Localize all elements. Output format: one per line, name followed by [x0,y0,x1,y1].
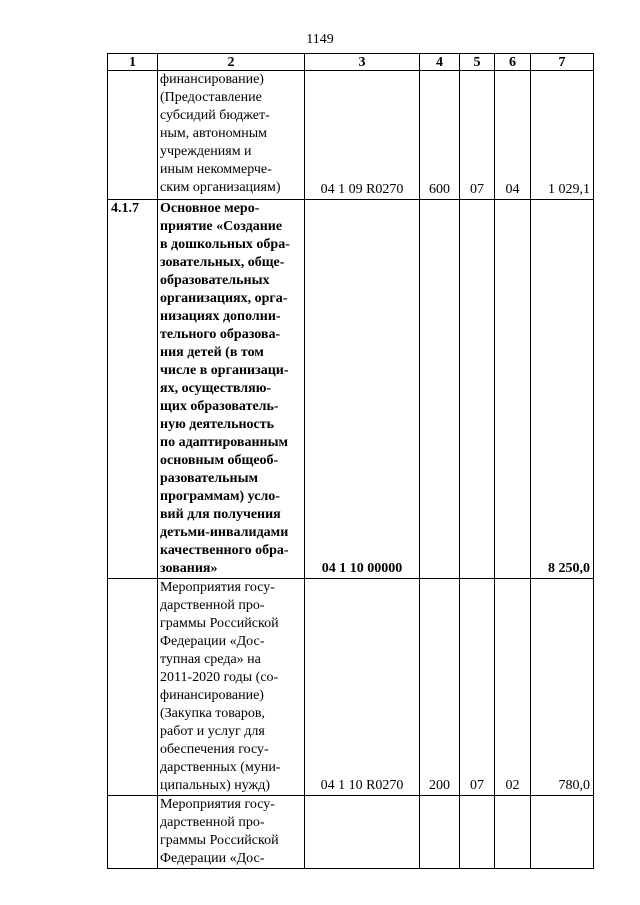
row-sum: 8 250,0 [531,200,594,579]
row-number: 4.1.7 [108,200,158,579]
header-col-7: 7 [531,54,594,71]
row-rz: 07 [460,71,495,200]
row-vr: 600 [420,71,460,200]
row-name: Основное меро- приятие «Создание в дошкольных обра- зовательных, обще- образовательных организациях, орга- низациях дополни- тельного образова- ния детей (в том числе в организаци- ях, осуществляю- щих образователь- ную деятельность по адаптированным основным общеоб- разовательным программам) усло- вий для получения детьми-инвалидами качественного обра- зования» [158,200,305,579]
row-name: Мероприятия госу- дарственной про- граммы Российской Федерации «Дос- тупная среда» на 2011-2020 годы (со- финансирование) (Закупка товаров, работ и услуг для обеспечения госу- дарственных (муни- ципальных) нужд) [158,579,305,796]
row-pr: 02 [495,579,531,796]
row-number [108,796,158,869]
table-row [108,796,594,869]
page-number: 1149 [306,32,334,47]
table-row [108,200,594,579]
row-number [108,71,158,200]
table-row [108,579,594,796]
row-sum: 1 029,1 [531,71,594,200]
row-number [108,579,158,796]
row-pr: 04 [495,71,531,200]
row-code [305,796,420,869]
header-col-1: 1 [108,54,158,71]
row-rz [460,796,495,869]
header-col-4: 4 [420,54,460,71]
row-rz: 07 [460,579,495,796]
budget-table [107,53,594,869]
table-row [108,71,594,200]
row-vr [420,200,460,579]
row-code: 04 1 10 R0270 [305,579,420,796]
header-row [108,54,594,71]
row-name: финансирование) (Предоставление субсидий бюджет- ным, автономным учреждениям и иным некоммерче- ским организациям) [158,71,305,200]
row-vr: 200 [420,579,460,796]
row-pr [495,200,531,579]
row-sum: 780,0 [531,579,594,796]
row-vr [420,796,460,869]
row-name: Мероприятия госу- дарственной про- граммы Российской Федерации «Дос- [158,796,305,869]
header-col-5: 5 [460,54,495,71]
row-sum [531,796,594,869]
header-col-2: 2 [158,54,305,71]
row-code: 04 1 09 R0270 [305,71,420,200]
header-col-6: 6 [495,54,531,71]
row-pr [495,796,531,869]
row-code: 04 1 10 00000 [305,200,420,579]
header-col-3: 3 [305,54,420,71]
row-rz [460,200,495,579]
